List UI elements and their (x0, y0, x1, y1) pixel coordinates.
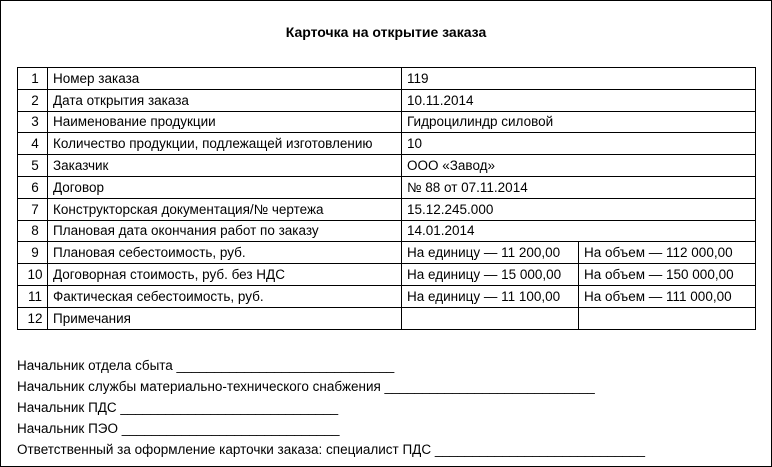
table-row (18, 111, 756, 133)
row-number: 6 (18, 176, 48, 198)
row-number: 2 (18, 89, 48, 111)
row-unit-cost: На единицу — 15 000,00 (402, 264, 579, 286)
table-row (18, 242, 756, 264)
row-number: 12 (18, 307, 48, 329)
table-row (18, 220, 756, 242)
row-value: ООО «Завод» (402, 155, 756, 177)
row-number: 4 (18, 133, 48, 155)
row-label: Плановая себестоимость, руб. (48, 242, 402, 264)
row-label: Количество продукции, подлежащей изготовлению (48, 133, 402, 155)
row-unit-cost (402, 307, 579, 329)
row-label: Фактическая себестоимость, руб. (48, 285, 402, 307)
row-unit-cost: На единицу — 11 200,00 (402, 242, 579, 264)
signature-block (17, 355, 645, 460)
signature-line-sales-head: Начальник отдела сбыта _____________________________ (17, 358, 395, 373)
signature-line-supply-head: Начальник службы материально-технического снабжения ____________________________ (17, 379, 595, 394)
row-volume-cost: На объем — 111 000,00 (579, 285, 756, 307)
row-value: 14.01.2014 (402, 220, 756, 242)
table-row (18, 307, 756, 329)
row-label: Заказчик (48, 155, 402, 177)
row-number: 9 (18, 242, 48, 264)
table-row (18, 264, 756, 286)
row-label: Примечания (48, 307, 402, 329)
table-row (18, 68, 756, 90)
document-title: Карточка на открытие заказа (285, 24, 487, 40)
row-volume-cost: На объем — 112 000,00 (579, 242, 756, 264)
row-value: 15.12.245.000 (402, 198, 756, 220)
row-label: Плановая дата окончания работ по заказу (48, 220, 402, 242)
row-label: Договор (48, 176, 402, 198)
row-value: № 88 от 07.11.2014 (402, 176, 756, 198)
row-number: 3 (18, 111, 48, 133)
table-row (18, 155, 756, 177)
row-number: 10 (18, 264, 48, 286)
row-number: 11 (18, 285, 48, 307)
row-unit-cost: На единицу — 11 100,00 (402, 285, 579, 307)
table-row (18, 285, 756, 307)
row-number: 1 (18, 68, 48, 90)
row-number: 8 (18, 220, 48, 242)
row-label: Наименование продукции (48, 111, 402, 133)
row-value: 10 (402, 133, 756, 155)
row-value: Гидроцилиндр силовой (402, 111, 756, 133)
row-label: Конструкторская документация/№ чертежа (48, 198, 402, 220)
row-volume-cost (579, 307, 756, 329)
row-label: Дата открытия заказа (48, 89, 402, 111)
signature-line-responsible: Ответственный за оформление карточки заказа: специалист ПДС ____________________________ (17, 442, 646, 457)
order-card-table (17, 67, 756, 330)
signature-line-peo-head: Начальник ПЭО _____________________________ (17, 421, 340, 436)
row-volume-cost: На объем — 150 000,00 (579, 264, 756, 286)
row-number: 7 (18, 198, 48, 220)
row-label: Номер заказа (48, 68, 402, 90)
table-row (18, 198, 756, 220)
signature-line-pds-head: Начальник ПДС _____________________________ (17, 400, 339, 415)
row-number: 5 (18, 155, 48, 177)
table-row (18, 176, 756, 198)
row-value: 10.11.2014 (402, 89, 756, 111)
row-value: 119 (402, 68, 756, 90)
row-label: Договорная стоимость, руб. без НДС (48, 264, 402, 286)
table-row (18, 133, 756, 155)
table-row (18, 89, 756, 111)
